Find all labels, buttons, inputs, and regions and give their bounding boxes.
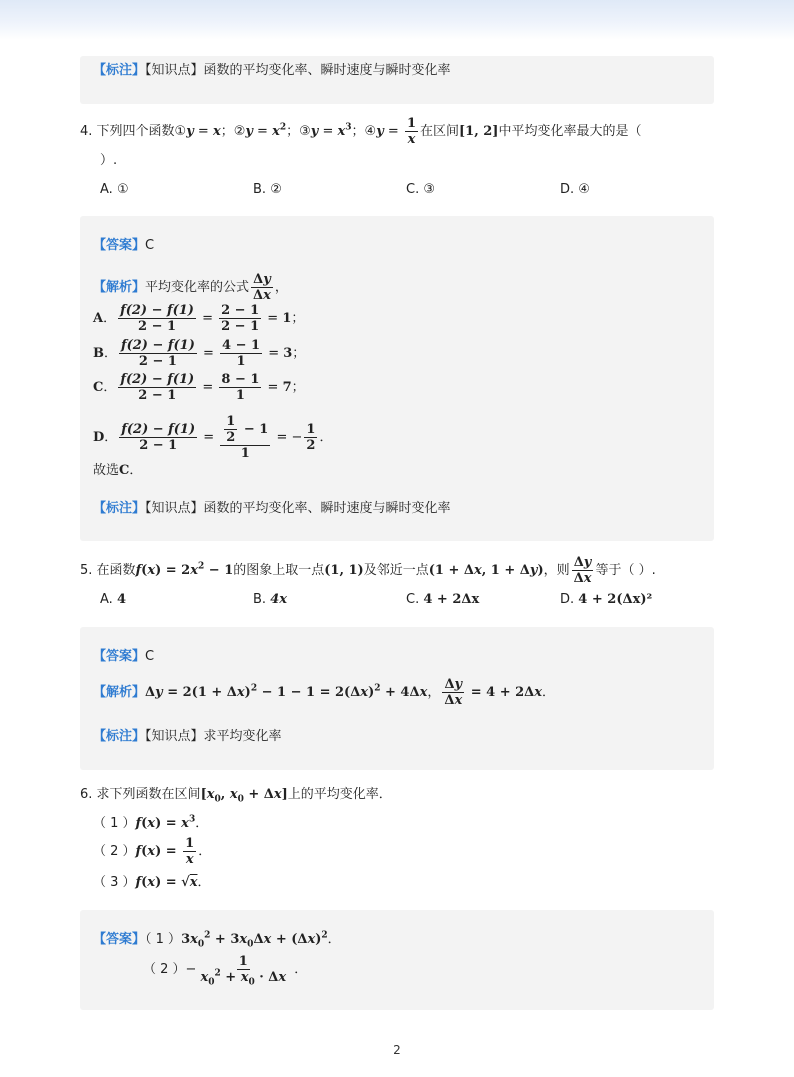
q4-answer: 【答案】C	[93, 238, 155, 253]
q5-option-b: B. 4x	[253, 592, 287, 607]
q6-part-1: （ 1 ）$f(x) = x^3$．	[93, 814, 209, 831]
label-zhishidian: 【知识点】	[145, 63, 204, 78]
prev-note-line	[93, 62, 451, 80]
prev-note-text: 函数的平均变化率、瞬时速度与瞬时变化率	[203, 63, 451, 78]
q4-stem: 4. 下列四个函数①y = x；②y = $x^2$；③y = $x^3$；④y = $\frac{1}{x}$ 在区间[1, 2]中平均变化率最大的是（	[80, 116, 642, 147]
page-header-band	[0, 0, 794, 40]
q5-note: 【标注】【知识点】求平均变化率	[93, 729, 282, 744]
label-biaozhu: 【标注】	[93, 63, 146, 78]
q4-number: 4.	[80, 124, 93, 139]
q4-stem-end: ）.	[100, 153, 118, 168]
q5-option-d: D. 4 + 2(Δx)²	[560, 592, 653, 607]
q5-answer: 【答案】C	[93, 649, 155, 664]
q4-analysis-intro: 【解析】平均变化率的公式 $\frac{\Delta y}{\Delta x}$ ，	[93, 272, 288, 303]
q4-option-b: B. ②	[253, 182, 282, 197]
q6-stem: 6. 求下列函数在区间[$x_0$, $x_0 + \Delta x$]上的平均变化率．	[80, 787, 392, 805]
q4-stem-pre: 下列四个函数①	[96, 124, 187, 139]
q4-conclusion: 故选C．	[93, 463, 143, 478]
q4-note: 【标注】【知识点】函数的平均变化率、瞬时速度与瞬时变化率	[93, 501, 451, 516]
q5-stem: 5. 在函数$f(x) = 2x^2 - 1$的图象上取一点(1, 1)及邻近一点(1 + Δx, 1 + Δy)，则 $\frac{\Delta y}{\Delta x}$ 等于（ ）.	[80, 555, 656, 586]
q4-option-a: A. ①	[100, 182, 129, 197]
q4-stem-post: 中平均变化率最大的是（	[498, 124, 642, 139]
q4-option-c: C. ③	[406, 182, 436, 197]
q6-part-2: （ 2 ）f(x) = $\frac{1}{x}$ ．	[93, 836, 212, 867]
q6-part-3: （ 3 ）f(x) = √x．	[93, 875, 211, 890]
q5-option-c: C. 4 + 2Δx	[406, 592, 480, 607]
q4-analysis-c: C． $\frac{f(2) - f(1)}{2 - 1}$ = $\frac{8 - 1}{1}$ = 7；	[93, 372, 305, 403]
q4-analysis-b: B． $\frac{f(2) - f(1)}{2 - 1}$ = $\frac{4 - 1}{1}$ = 3；	[93, 338, 306, 369]
q5-option-a: A. 4	[100, 592, 126, 607]
q4-stem-mid: 在区间	[419, 124, 459, 139]
q6-answer-2: （ 2 ）− $\frac{1}{x_0^2 + x_0 \cdot \Delta x}$ ．	[143, 954, 308, 988]
q4-analysis-a: A． $\frac{f(2) - f(1)}{2 - 1}$ = $\frac{2 - 1}{2 - 1}$ = 1；	[93, 303, 305, 334]
q6-answer-1: 【答案】（ 1 ）$3x_0^2 + 3x_0\Delta x + (\Delta x)^2$．	[93, 930, 341, 950]
q5-analysis: 【解析】$\Delta y = 2(1 + \Delta x)^2 - 1 - 1 = 2(\Delta x)^2 + 4\Delta x$， $\frac{\Delta y}{\Delta x}$ = 4 + 2Δx．	[93, 677, 556, 708]
q4-analysis-d: D． $\frac{f(2) - f(1)}{2 - 1}$ = $\frac{1}{2}$ − 1 1 = − $\frac{1}{2}$ ．	[93, 414, 333, 461]
page-number: 2	[393, 1043, 401, 1057]
q4-answer-value: C	[145, 238, 155, 253]
q4-option-d: D. ④	[560, 182, 590, 197]
